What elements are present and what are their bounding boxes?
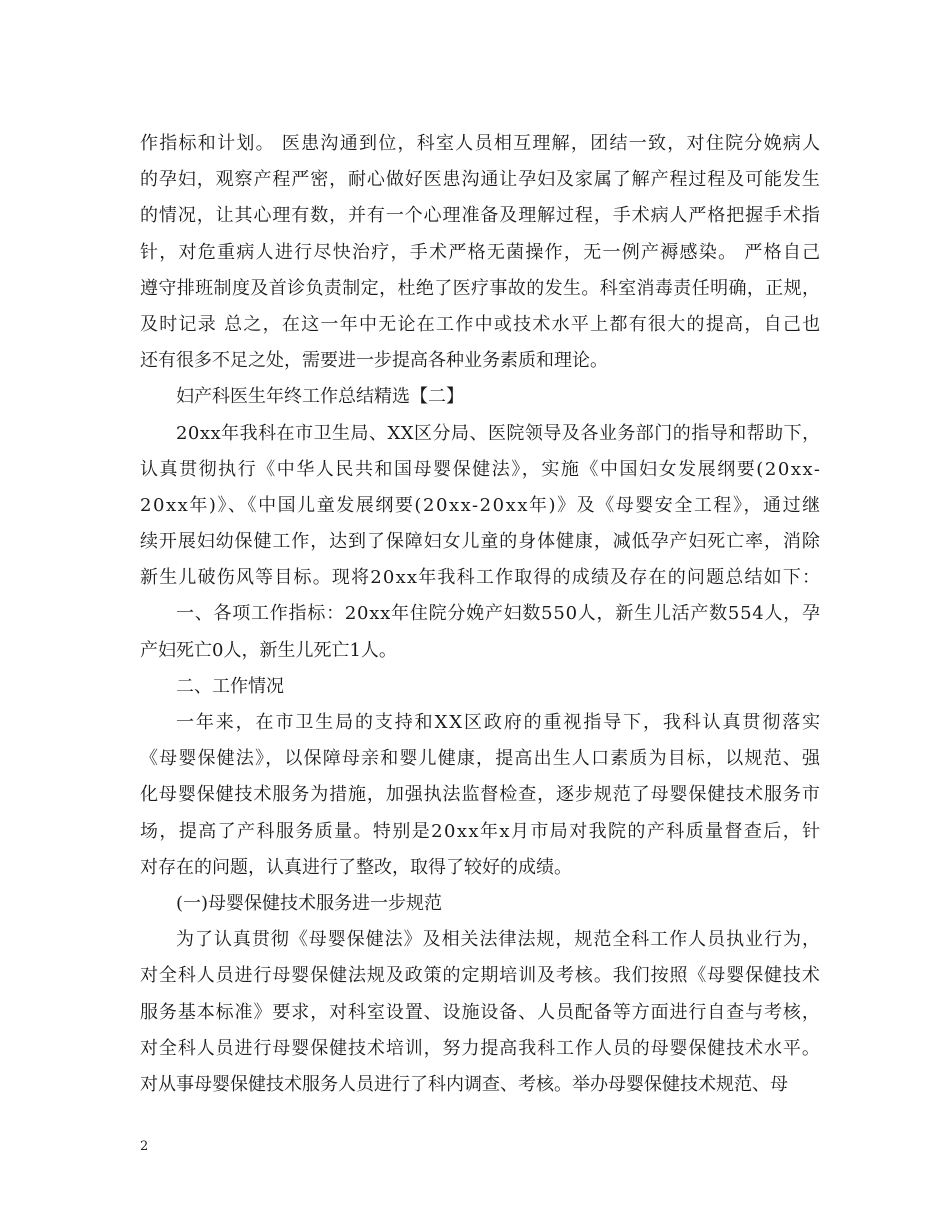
text-line: 妇产科医生年终工作总结精选【二】 [176, 386, 464, 408]
text-line: 20xx年我科在市卫生局、XX区分局、医院领导及各业务部门的指导和帮助下， [176, 422, 821, 444]
text-line: 产妇死亡0人，新生儿死亡1人。 [140, 639, 397, 661]
text-line: 化母婴保健技术服务为措施，加强执法监督检查，逐步规范了母婴保健技术服务市 [140, 784, 821, 806]
text-line: 认真贯彻执行《中华人民共和国母婴保健法》，实施《中国妇女发展纲要(20xx- [140, 458, 822, 480]
text-line: 对全科人员进行母婴保健法规及政策的定期培训及考核。我们按照《母婴保健技术 [140, 965, 821, 987]
text-line: 针，对危重病人进行尽快治疗，手术严格无菌操作，无一例产褥感染。 严格自己 [140, 241, 822, 263]
text-line: 20xx年)》、《中国儿童发展纲要(20xx-20xx年)》及《母婴安全工程》，通过继 [140, 494, 822, 516]
text-line: 《母婴保健法》，以保障母亲和婴儿健康，提高出生人口素质为目标，以规范、强 [140, 748, 822, 770]
text-line: 的情况，让其心理有数，并有一个心理准备及理解过程，手术病人严格把握手术指 [140, 205, 821, 227]
text-line: 为了认真贯彻《母婴保健法》及相关法律法规，规范全科工作人员执业行为， [176, 929, 821, 951]
text-line: 对从事母婴保健技术服务人员进行了科内调查、考核。举办母婴保健技术规范、母 [140, 1073, 788, 1095]
text-line: 二、工作情况 [176, 675, 284, 697]
text-line: 一、各项工作指标：20xx年住院分娩产妇数550人，新生儿活产数554人，孕 [176, 603, 821, 625]
page-number: 2 [140, 1139, 149, 1154]
text-line: 作指标和计划。 医患沟通到位，科室人员相互理解，团结一致，对住院分娩病人 [140, 133, 822, 154]
text-line: 及时记录 总之，在这一年中无论在工作中或技术水平上都有很大的提高，自己也 [140, 313, 822, 335]
text-line: 对存在的问题，认真进行了整改，取得了较好的成绩。 [140, 856, 572, 878]
text-line: (一)母婴保健技术服务进一步规范 [176, 892, 443, 914]
text-line: 遵守排班制度及首诊负责制定，杜绝了医疗事故的发生。科室消毒责任明确，正规， [140, 277, 821, 299]
text-line: 对全科人员进行母婴保健技术培训，努力提高我科工作人员的母婴保健技术水平。 [140, 1037, 821, 1059]
text-line: 的孕妇，观察产程严密，耐心做好医患沟通让孕妇及家属了解产程过程及可能发生 [140, 169, 821, 191]
text-line: 场，提高了产科服务质量。特别是20xx年x月市局对我院的产科质量督查后，针 [140, 820, 822, 842]
body-text [140, 126, 840, 1103]
text-line: 服务基本标准》要求，对科室设置、设施设备、人员配备等方面进行自查与考核， [140, 1001, 821, 1023]
text-line: 一年来，在市卫生局的支持和XX区政府的重视指导下，我科认真贯彻落实 [176, 712, 822, 733]
text-line: 还有很多不足之处，需要进一步提高各种业务素质和理论。 [140, 350, 608, 372]
text-line: 新生儿破伤风等目标。现将20xx年我科工作取得的成绩及存在的问题总结如下： [140, 567, 822, 589]
text-line: 续开展妇幼保健工作，达到了保障妇女儿童的身体健康，减低孕产妇死亡率，消除 [140, 531, 821, 553]
